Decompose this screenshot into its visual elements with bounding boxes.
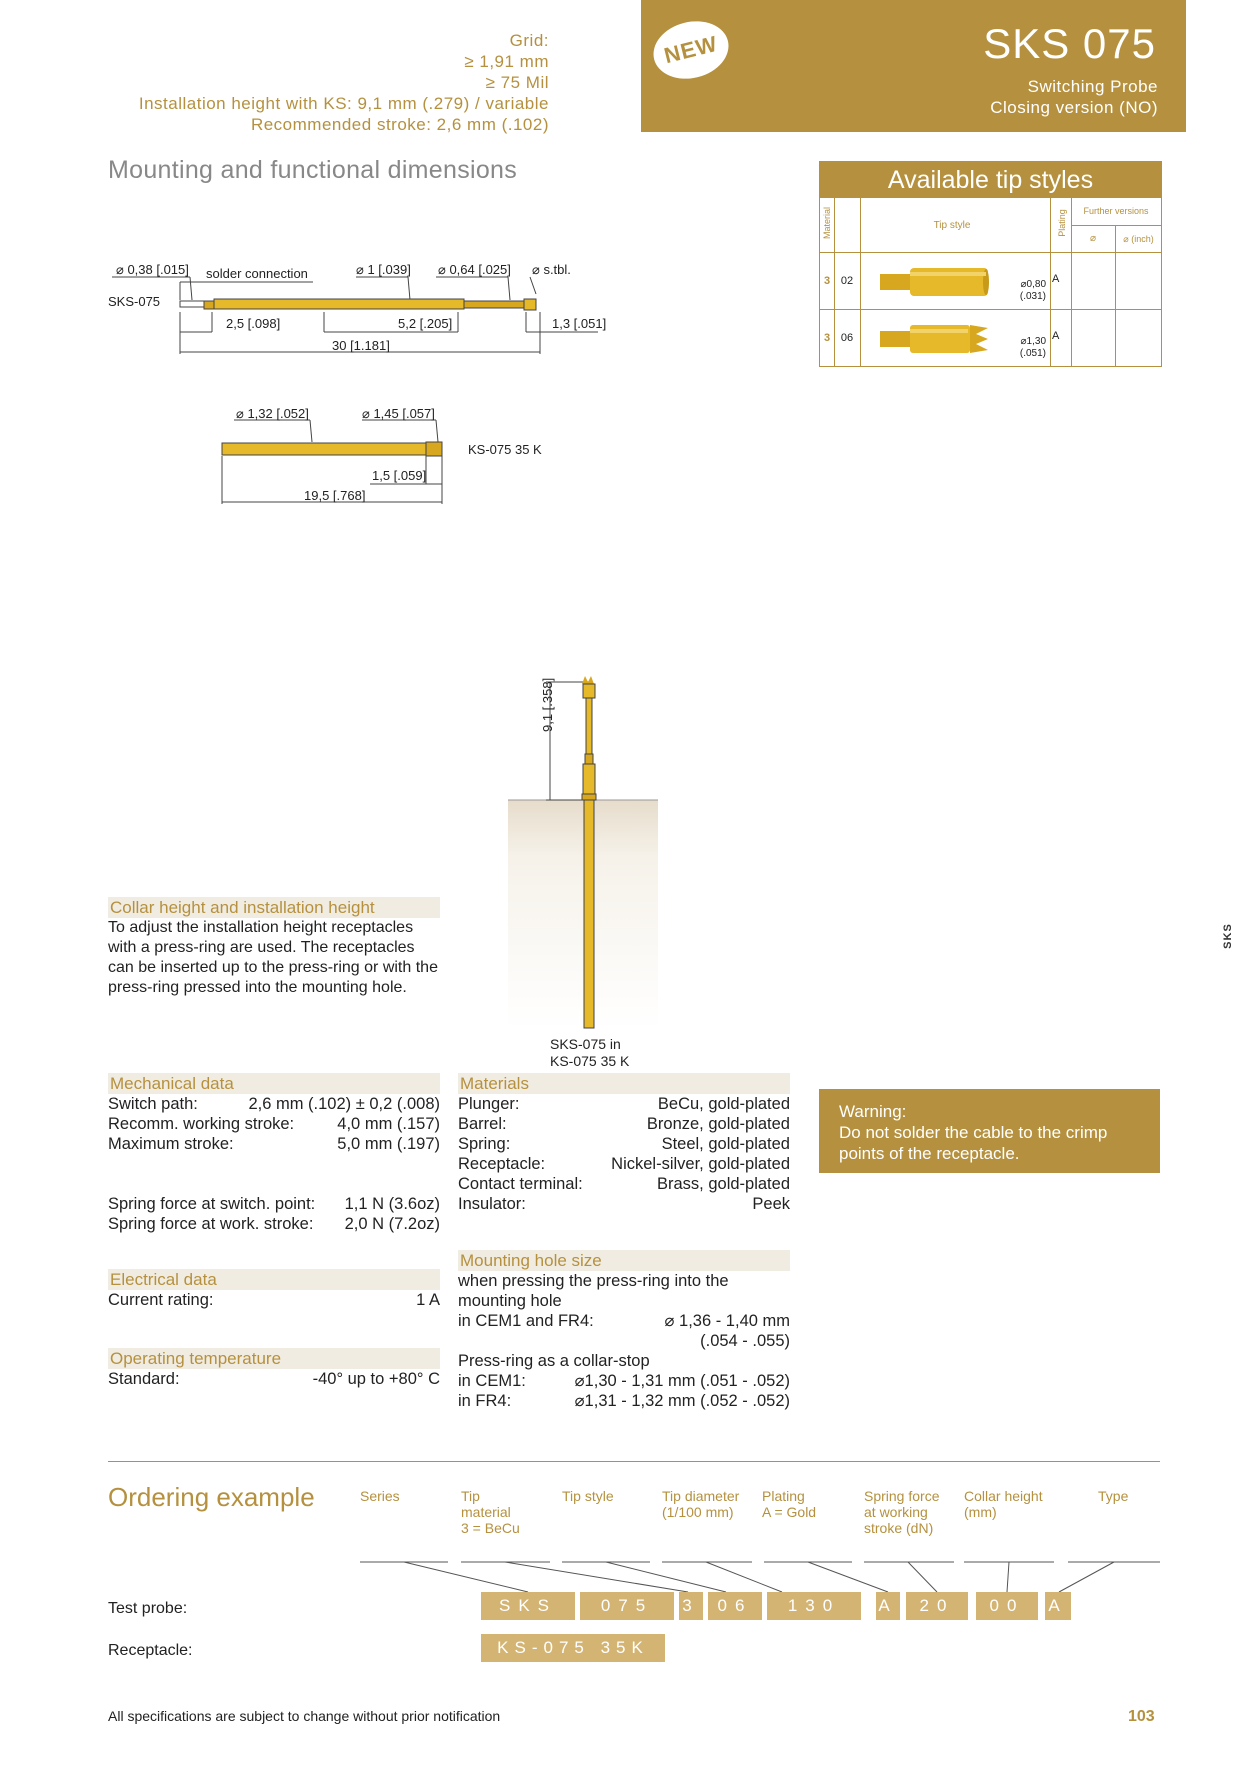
- temperature-value: -40° up to +80° C: [312, 1370, 440, 1388]
- tip-code: 06: [834, 310, 861, 366]
- dim-length-1: 2,5 [.098]: [226, 316, 281, 331]
- spec-value: 2,0 N (7.2oz): [344, 1215, 440, 1233]
- col-plating: Plating: [1057, 209, 1067, 237]
- materials-row: [458, 1154, 790, 1174]
- materials-row: [458, 1174, 790, 1194]
- dim-solder-connection: solder connection: [206, 266, 308, 281]
- col-dia-inch: ⌀ (inch): [1123, 234, 1154, 244]
- dim-solder-diameter: ⌀ 0,38 [.015]: [116, 262, 189, 277]
- dim-pressring-diameter: ⌀ 1,45 [.057]: [362, 406, 435, 421]
- spec-summary: [139, 30, 549, 135]
- tip-material: 3: [820, 310, 835, 366]
- dim-receptacle-diameter: ⌀ 1,32 [.052]: [236, 406, 309, 421]
- col-dia: ⌀: [1071, 226, 1116, 252]
- code-series: SKS: [481, 1592, 575, 1620]
- cem-value: ⌀ 1,36 - 1,40 mm: [664, 1312, 790, 1330]
- code-collar-height: 00: [976, 1592, 1038, 1620]
- material-value: Nickel-silver, gold-plated: [611, 1155, 790, 1173]
- materials-row: [458, 1114, 790, 1134]
- recommended-stroke: Recommended stroke: 2,6 mm (.102): [250, 115, 549, 134]
- side-tab: SKS: [1221, 923, 1234, 949]
- cem-label: in CEM1 and FR4:: [458, 1312, 594, 1330]
- spec-label: Recomm. working stroke:: [108, 1115, 295, 1133]
- tip-table-header: [820, 198, 1161, 252]
- warning-box: [819, 1089, 1160, 1173]
- divider: [108, 1461, 1160, 1462]
- spec-value: 1,1 N (3.6oz): [344, 1195, 440, 1213]
- footer-note: All specifications are subject to change without prior notification: [108, 1708, 501, 1724]
- fr4-value: ⌀1,31 - 1,32 mm (.052 - .052): [574, 1392, 790, 1410]
- code-tip-style: 06: [708, 1592, 762, 1620]
- grid-mm: ≥ 1,91 mm: [464, 52, 549, 71]
- tip-material: 3: [820, 253, 835, 309]
- spec-value: 4,0 mm (.157): [337, 1115, 440, 1133]
- probe-label: SKS-075: [108, 294, 161, 309]
- electrical-title: Electrical data: [108, 1269, 440, 1290]
- mounting-line-2: mounting hole: [458, 1292, 562, 1310]
- materials-section: [458, 1073, 790, 1214]
- mechanical-section: [108, 1073, 440, 1234]
- dim-receptacle-length: 19,5 [.768]: [304, 488, 366, 503]
- new-badge: NEW: [647, 14, 734, 87]
- cem1-value: ⌀1,30 - 1,31 mm (.051 - .052): [574, 1372, 790, 1390]
- dim-installation-height: 9,1 [.358]: [540, 677, 555, 732]
- material-label: Receptacle:: [458, 1155, 546, 1173]
- warning-text: Do not solder the cable to the crimp points of the receptacle.: [839, 1123, 1108, 1163]
- subtitle-line-1: Switching Probe: [1027, 77, 1158, 96]
- ordering-label-type: Type: [1098, 1488, 1129, 1504]
- page-number: 103: [1128, 1708, 1155, 1725]
- tip-diameter: ⌀0,80: [1020, 279, 1046, 290]
- col-tip-style: Tip style: [933, 220, 971, 231]
- section-title: Mounting and functional dimensions: [108, 156, 518, 184]
- probe-drawing: [108, 256, 628, 366]
- code-tip-material: 3: [679, 1592, 703, 1620]
- dim-length-2: 5,2 [.205]: [398, 316, 453, 331]
- current-rating-label: Current rating:: [108, 1291, 214, 1309]
- code-spring-force: 20: [906, 1592, 968, 1620]
- mounting-hole-title: Mounting hole size: [458, 1250, 790, 1271]
- tip-row: [820, 252, 1161, 309]
- ordering-title: Ordering example: [108, 1482, 315, 1512]
- materials-row: [458, 1094, 790, 1114]
- tip-styles-table: [819, 161, 1162, 367]
- installed-caption-line-1: SKS-075 in: [550, 1036, 621, 1052]
- collar-text: To adjust the installation height receptacles with a press-ring are used. The receptacles can be inserted up to the press-ring or with the press-ring pressed into the mounting hole.: [108, 919, 438, 996]
- mechanical-row: [108, 1114, 440, 1134]
- fr4-label: in FR4:: [458, 1392, 512, 1410]
- col-further: Further versions: [1071, 198, 1161, 226]
- dim-pressring-length: 1,5 [.059]: [372, 468, 427, 483]
- tip-code: 02: [834, 253, 861, 309]
- ordering-label-tip-style: Tip style: [562, 1488, 614, 1504]
- mechanical-row: [108, 1214, 440, 1234]
- spec-value: 2,6 mm (.102) ± 0,2 (.008): [248, 1095, 440, 1113]
- spec-label: Spring force at work. stroke:: [108, 1215, 314, 1233]
- material-value: BeCu, gold-plated: [657, 1095, 790, 1113]
- materials-title: Materials: [458, 1073, 790, 1094]
- collar-section: [108, 897, 440, 998]
- code-plating: A: [876, 1592, 900, 1620]
- material-label: Insulator:: [458, 1195, 526, 1213]
- ordering-label-spring-force: Spring force at working stroke (dN): [864, 1488, 940, 1536]
- current-rating-value: 1 A: [416, 1291, 440, 1309]
- mechanical-title: Mechanical data: [108, 1073, 440, 1094]
- dim-length-3: 1,3 [.051]: [552, 316, 607, 331]
- mechanical-row: [108, 1094, 440, 1114]
- materials-row: [458, 1134, 790, 1154]
- product-subtitle: [990, 76, 1158, 118]
- materials-row: [458, 1194, 790, 1214]
- tip-diameter-inch: (.031): [1019, 291, 1046, 302]
- ordering-label-tip-material: Tip material 3 = BeCu: [461, 1488, 520, 1536]
- installed-probe-drawing: [508, 672, 668, 1072]
- ordering-label-tip-diameter: Tip diameter (1/100 mm): [662, 1488, 740, 1520]
- code-receptacle: KS-075 35K: [481, 1634, 665, 1662]
- spec-label: Maximum stroke:: [108, 1135, 234, 1153]
- electrical-section: [108, 1269, 440, 1310]
- tip-table-title: Available tip styles: [820, 162, 1161, 198]
- temperature-title: Operating temperature: [108, 1348, 440, 1369]
- ordering-label-plating: Plating A = Gold: [762, 1488, 817, 1520]
- tip-diameter: ⌀1,30: [1020, 336, 1046, 347]
- grid-label: Grid:: [509, 31, 549, 50]
- installed-caption-line-2: KS-075 35 K: [550, 1053, 630, 1069]
- spec-label: Switch path:: [108, 1095, 198, 1113]
- code-type: A: [1045, 1592, 1071, 1620]
- mounting-line-1: when pressing the press-ring into the: [458, 1272, 729, 1290]
- test-probe-label: Test probe:: [108, 1600, 188, 1617]
- material-label: Contact terminal:: [458, 1175, 583, 1193]
- cem-inch: (.054 - .055): [700, 1332, 790, 1350]
- title-banner: [641, 0, 1186, 132]
- cem1-label: in CEM1:: [458, 1372, 526, 1390]
- mounting-hole-section: [458, 1250, 790, 1411]
- ordering-label-series: Series: [360, 1488, 400, 1504]
- material-label: Plunger:: [458, 1095, 520, 1113]
- spec-value: 5,0 mm (.197): [337, 1135, 440, 1153]
- material-value: Brass, gold-plated: [657, 1175, 790, 1193]
- tip-style-02-image: [880, 267, 990, 297]
- grid-mil: ≥ 75 Mil: [485, 73, 549, 92]
- material-value: Peek: [752, 1195, 790, 1213]
- material-label: Barrel:: [458, 1115, 507, 1133]
- tip-plating: A: [1052, 330, 1060, 342]
- ordering-label-collar-height: Collar height (mm): [964, 1488, 1043, 1520]
- material-value: Bronze, gold-plated: [646, 1115, 790, 1133]
- subtitle-line-2: Closing version (NO): [990, 98, 1158, 117]
- tip-row: [820, 309, 1161, 366]
- collar-stop-label: Press-ring as a collar-stop: [458, 1352, 650, 1370]
- material-value: Steel, gold-plated: [661, 1135, 790, 1153]
- code-tip-diameter: 130: [767, 1592, 861, 1620]
- mechanical-row: [108, 1134, 440, 1154]
- dim-plunger-diameter: ⌀ 0,64 [.025]: [438, 262, 511, 277]
- dim-total-length: 30 [1.181]: [332, 338, 390, 353]
- temperature-section: [108, 1348, 440, 1389]
- warning-title: Warning:: [839, 1102, 907, 1121]
- receptacle-label: KS-075 35 K: [468, 442, 542, 457]
- dim-tip-diameter: ⌀ s.tbl.: [532, 262, 571, 277]
- installed-probe-lines: [508, 672, 668, 1032]
- product-title: SKS 075: [983, 20, 1156, 67]
- receptacle-label-text: Receptacle:: [108, 1642, 193, 1659]
- dim-barrel-diameter: ⌀ 1 [.039]: [356, 262, 411, 277]
- mechanical-row: [108, 1194, 440, 1214]
- spec-label: Spring force at switch. point:: [108, 1195, 316, 1213]
- installation-height: Installation height with KS: 9,1 mm (.279) / variable: [138, 94, 549, 113]
- collar-title: Collar height and installation height: [108, 897, 440, 918]
- receptacle-drawing: [200, 400, 560, 510]
- col-material: Material: [822, 207, 832, 240]
- tip-style-06-image: [880, 324, 990, 354]
- temperature-label: Standard:: [108, 1370, 180, 1388]
- code-number: 075: [580, 1592, 674, 1620]
- tip-diameter-inch: (.051): [1019, 348, 1046, 359]
- material-label: Spring:: [458, 1135, 511, 1153]
- tip-plating: A: [1052, 273, 1060, 285]
